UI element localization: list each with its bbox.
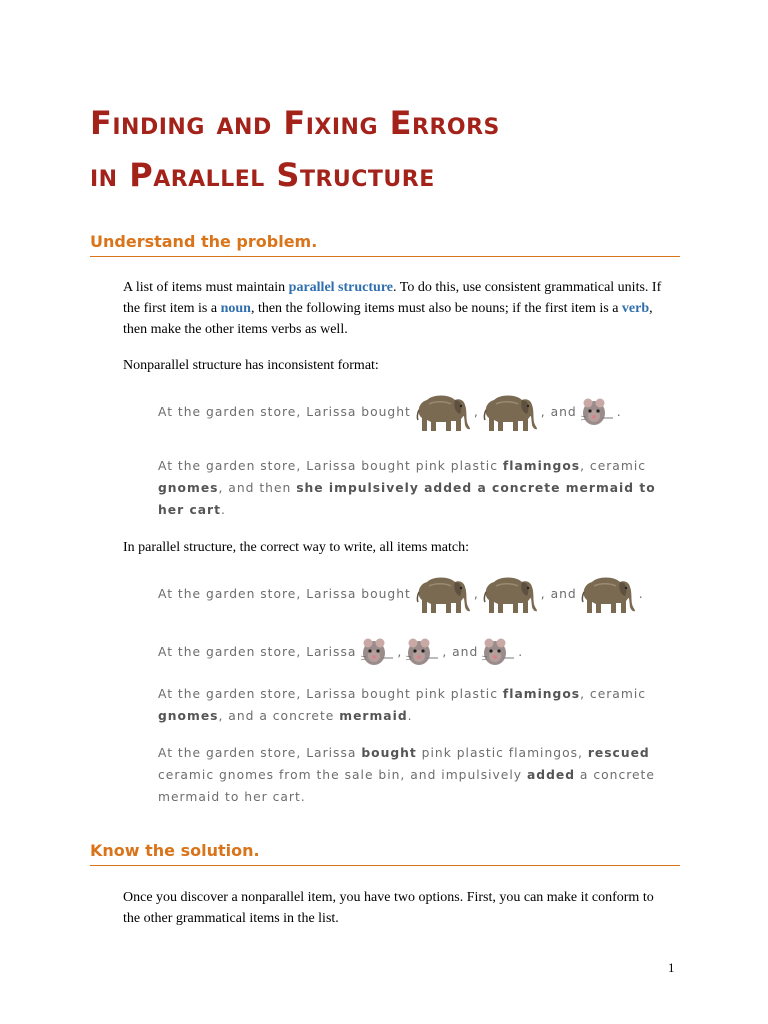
title-line-1: Finding and Fixing Errors (90, 104, 500, 142)
nonparallel-intro: Nonparallel structure has inconsistent format: (123, 358, 379, 373)
elephant-icon (415, 574, 471, 614)
elephant-icon (415, 392, 471, 432)
term-verb: verb (621, 301, 650, 316)
elephant-icon (482, 392, 538, 432)
parallel-example-rats: At the garden store, Larissa , , and . (158, 632, 678, 672)
section-heading-solution: Know the solution. (90, 841, 680, 866)
page-number: 1 (668, 960, 675, 975)
rat-icon (481, 636, 515, 668)
rat-icon (580, 396, 614, 428)
nonparallel-example-icons: At the garden store, Larissa bought , , and . (158, 390, 678, 434)
intro-paragraph: A list of items must maintain parallel structure. To do this, use consistent grammatical units. If the first item is a noun, then the following items must also be nouns; if the first item is a verb, then make the other items verbs as well. (123, 280, 662, 337)
parallel-intro: In parallel structure, the correct way to write, all items match: (123, 540, 469, 555)
rat-icon (360, 636, 394, 668)
parallel-example-elephants: At the garden store, Larissa bought , , and . (158, 572, 678, 616)
page-title (90, 97, 710, 201)
parallel-example-verbs: At the garden store, Larissa bought pink plastic flamingos, rescued ceramic gnomes from the sale bin, and impulsively added a concrete mermaid to her cart. (158, 746, 655, 804)
title-line-2: in Parallel Structure (90, 156, 435, 194)
rat-icon (405, 636, 439, 668)
solution-paragraph: Once you discover a nonparallel item, you have two options. First, you can make it conform to the other grammatical items in the list. (123, 890, 654, 926)
term-parallel-structure: parallel structure (288, 280, 394, 295)
elephant-icon (580, 574, 636, 614)
elephant-icon (482, 574, 538, 614)
section-heading-understand: Understand the problem. (90, 232, 680, 257)
term-noun: noun (220, 301, 251, 316)
nonparallel-example-text: At the garden store, Larissa bought pink plastic flamingos, ceramic gnomes, and then she impulsively added a concrete mermaid to her cart. (158, 459, 656, 517)
parallel-example-nouns: At the garden store, Larissa bought pink plastic flamingos, ceramic gnomes, and a concrete mermaid. (158, 687, 647, 723)
